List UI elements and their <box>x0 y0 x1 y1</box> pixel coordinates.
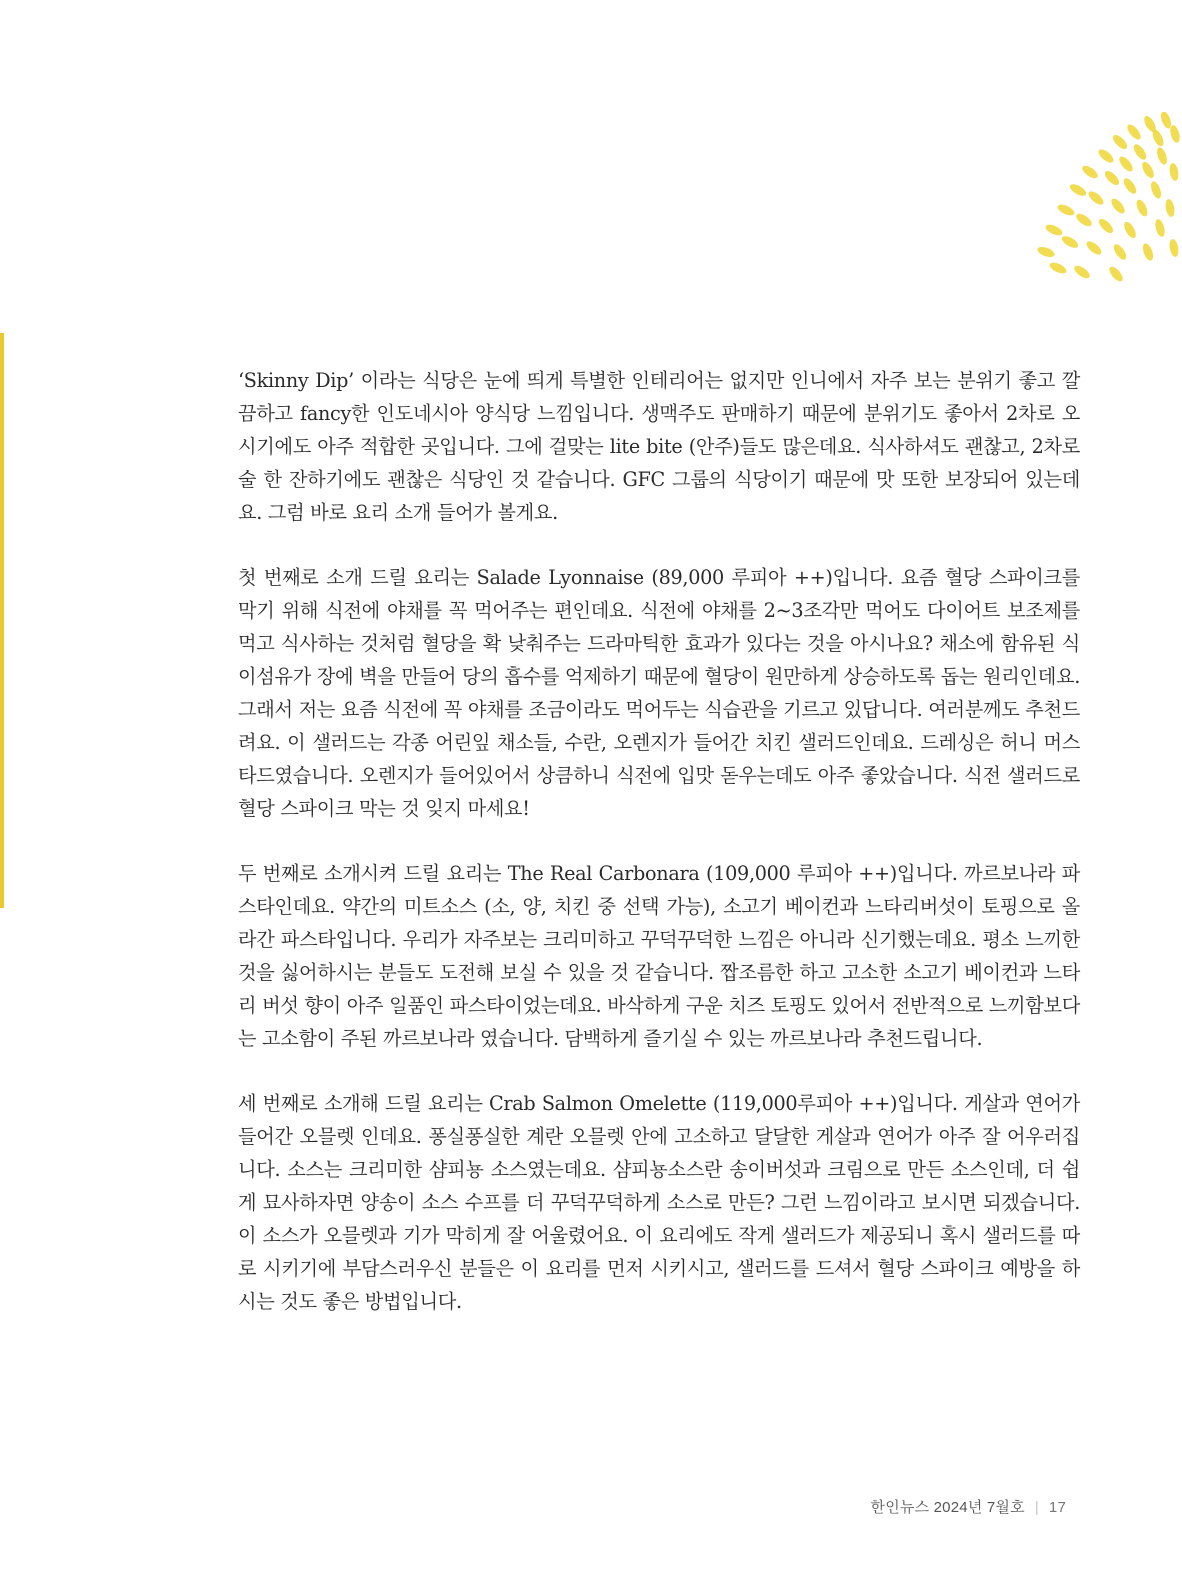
leaf-shape <box>1154 218 1167 238</box>
leaf-shape <box>1169 124 1182 144</box>
leaf-shape <box>1131 142 1148 162</box>
leaf-shape <box>1111 242 1128 262</box>
leaf-shape <box>1074 211 1094 228</box>
leaf-shape <box>1080 163 1100 180</box>
paragraph-intro: ‘Skinny Dip’ 이라는 식당은 눈에 띄게 특별한 인테리어는 없지만 인니에서 자주 보는 분위기 좋고 깔끔하고 fancy한 인도네시아 양식당 느낌입니다. 생맥주도 판매하기 때문에 분위기도 좋아서 2차로 오시기에도 아주 적합한 곳입니다. 그에 걸맞는 lite bite (안주)들도 많은데요. 식사하셔도 괜찮고, 2차로 술 한 잔하기에도 괜찮은 식당인 것 같습니다. GFC 그룹의 식당이기 때문에 맛 또한 보장되어 있는데요. 그럼 바로 요리 소개 들어가 볼게요. <box>238 369 1080 524</box>
leaf-shape <box>1164 198 1175 217</box>
leaf-shape <box>1096 147 1115 165</box>
leaf-shape <box>1036 245 1056 259</box>
leaf-shape <box>1084 239 1103 257</box>
paragraph-salad: 첫 번째로 소개 드릴 요리는 Salade Lyonnaise (89,000 루피아 ++)입니다. 요즘 혈당 스파이크를 막기 위해 식전에 야채를 꼭 먹어주는 편인데요. 식전에 야채를 2~3조각만 먹어도 다이어트 보조제를 먹고 식사하는 것처럼 혈당을 확 낮춰주는 드라마틱한 효과가 있다는 것을 아시나요? 채소에 함유된 식이섬유가 장에 벽을 만들어 당의 흡수를 억제하기 때문에 혈당이 원만하게 상승하도록 돕는 원리인데요. 그래서 저는 요즘 식전에 꼭 야채를 조금이라도 먹어두는 식습관을 기르고 있답니다. 여러분께도 추천드려요. 이 샐러드는 각종 어린잎 채소들, 수란, 오렌지가 들어간 치킨 샐러드인데요. 드레싱은 허니 머스타드였습니다. 오렌지가 들어있어서 상큼하니 식전에 입맛 돋우는데도 아주 좋았습니다. 식전 샐러드로 혈당 스파이크 막는 것 잊지 마세요! <box>238 566 1080 820</box>
page-number: 17 <box>1048 1499 1066 1516</box>
hanging-leaves-icon <box>1030 112 1182 292</box>
leaf-shape <box>1149 180 1163 200</box>
leaf-shape <box>1168 162 1179 181</box>
leaf-shape <box>1168 238 1179 257</box>
leaf-shape <box>1068 182 1088 198</box>
accent-bar <box>0 333 4 908</box>
leaf-shape <box>1121 176 1138 196</box>
paragraph-omelette: 세 번째로 소개해 드릴 요리는 Crab Salmon Omelette (119,000루피아 ++)입니다. 게살과 연어가 들어간 오믈렛 인데요. 퐁실퐁실한 계란 오믈렛 안에 고소하고 달달한 게살과 연어가 아주 잘 어우러집니다. 소스는 크리미한 샴피뇽 소스였는데요. 샴피뇽소스란 송이버섯과 크림으로 만든 소스인데, 더 쉽게 묘사하자면 양송이 소스 수프를 더 꾸덕꾸덕하게 소스로 만든? 그런 느낌이라고 보시면 되겠습니다. 이 소스가 오믈렛과 기가 막히게 잘 어울렸어요. 이 요리에도 작게 샐러드가 제공되니 혹시 샐러드를 따로 시키기에 부담스러우신 분들은 이 요리를 먼저 시키시고, 샐러드를 드셔서 혈당 스파이크 예방을 하시는 것도 좋은 방법입니다. <box>238 1092 1080 1313</box>
leaf-shape <box>1107 264 1125 283</box>
leaf-shape <box>1117 154 1135 173</box>
page-footer <box>871 1496 1066 1517</box>
leaf-shape <box>1044 222 1064 237</box>
leaf-shape <box>1048 260 1068 275</box>
leaf-shape <box>1155 146 1169 166</box>
leaf-shape <box>1109 196 1127 215</box>
leaf-shape <box>1140 160 1156 180</box>
footer-separator: | <box>1034 1499 1039 1516</box>
paragraph-carbonara: 두 번째로 소개시켜 드릴 요리는 The Real Carbonara (109,000 루피아 ++)입니다. 까르보나라 파스타인데요. 약간의 미트소스 (소, 양, 치킨 중 선택 가능), 소고기 베이컨과 느타리버섯이 토핑으로 올라간 파스타입니다. 우리가 자주보는 크리미하고 꾸덕꾸덕한 느낌은 아니라 신기했는데요. 평소 느끼한 것을 싫어하시는 분들도 도전해 보실 수 있을 것 같습니다. 짭조름한 하고 고소한 소고기 베이컨과 느타리 버섯 향이 아주 일품인 파스타이었는데요. 바삭하게 구운 치즈 토핑도 있어서 전반적으로 느끼함보다는 고소함이 주된 까르보나라 였습니다. 담백하게 즐기실 수 있는 까르보나라 추천드립니다. <box>238 862 1080 1050</box>
leaf-shape <box>1125 122 1143 141</box>
leaf-shape <box>1072 263 1092 280</box>
leaf-shape <box>1056 202 1076 217</box>
issue-label: 한인뉴스 2024년 7월호 <box>870 1499 1025 1516</box>
leaf-shape <box>1086 189 1105 207</box>
leaf-shape <box>1103 169 1122 188</box>
leaf-shape <box>1141 242 1155 262</box>
leaf-shape <box>1097 217 1116 236</box>
leaf-shape <box>1134 198 1149 218</box>
leaf-shape <box>1122 220 1138 240</box>
article-body <box>238 364 1080 1350</box>
leaf-shape <box>1111 133 1130 152</box>
leaf-shape <box>1060 234 1080 250</box>
